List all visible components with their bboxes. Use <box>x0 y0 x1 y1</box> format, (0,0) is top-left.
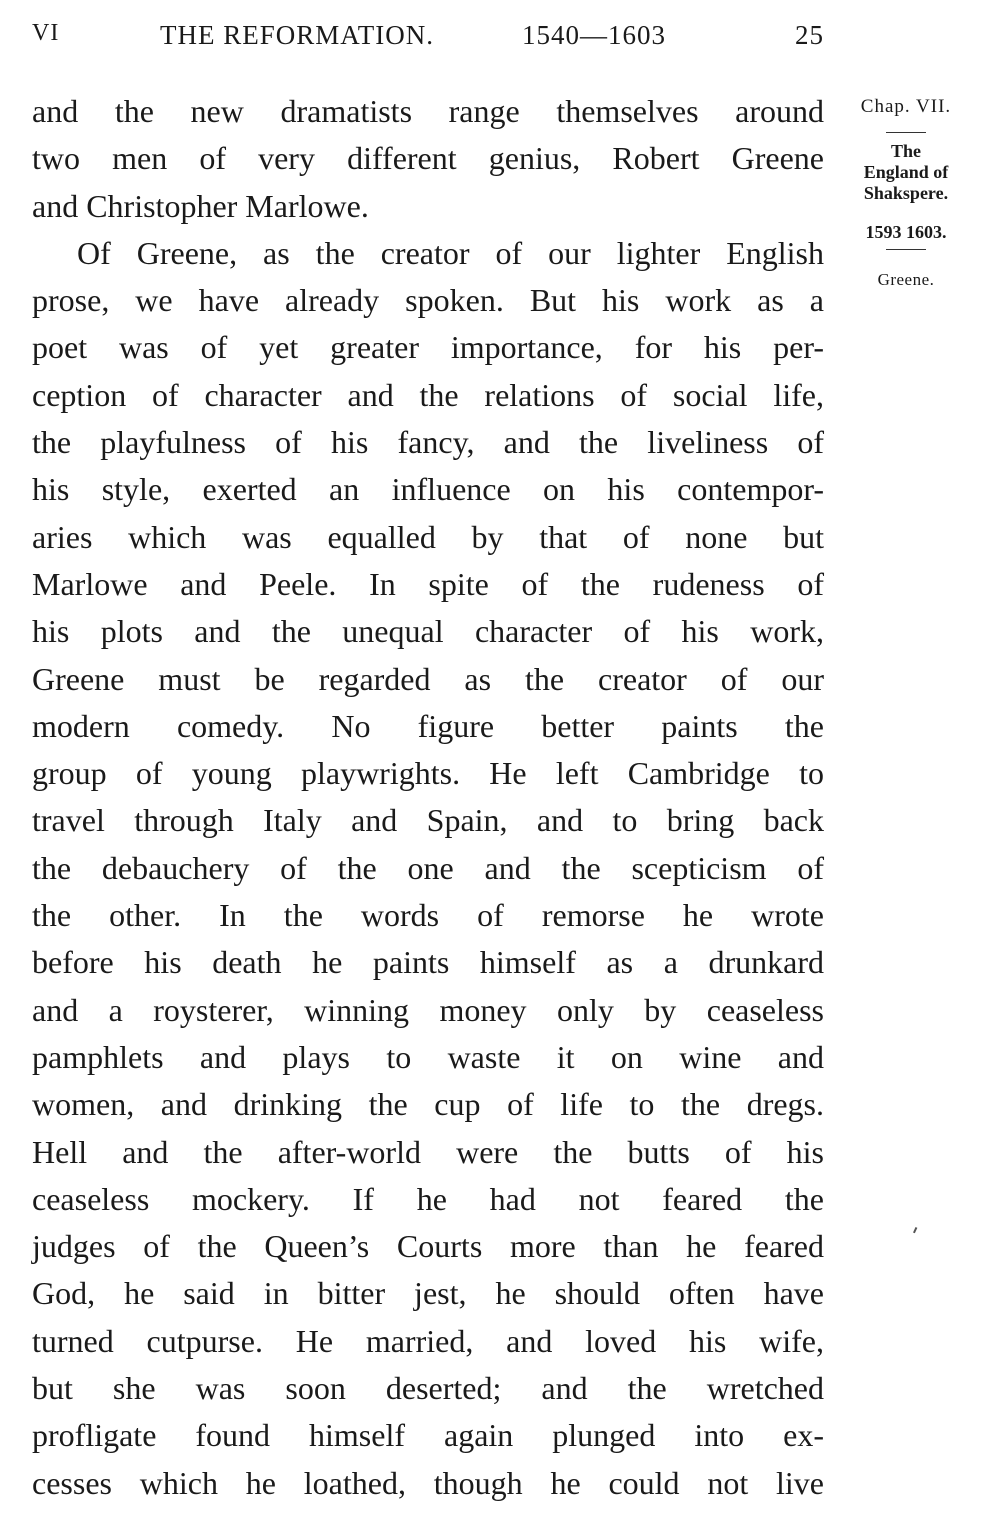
text-line: his plots and the unequal character of his work, <box>32 613 824 650</box>
subject-note-line-3: Shakspere. <box>863 183 949 203</box>
text-line: two men of very different genius, Robert Greene <box>32 140 824 177</box>
main-text-column <box>32 88 824 1507</box>
text-line: travel through Italy and Spain, and to bring back <box>32 802 824 839</box>
text-line: but she was soon deserted; and the wretched <box>32 1370 824 1407</box>
text-line: prose, we have already spoken. But his work as a <box>32 282 824 319</box>
text-line: and Christopher Marlowe. <box>32 187 369 224</box>
text-line: pamphlets and plays to waste it on wine and <box>32 1038 824 1075</box>
text-line: judges of the Queen’s Courts more than he feared <box>32 1228 824 1265</box>
margin-notes <box>836 96 976 290</box>
text-line: modern comedy. No figure better paints the <box>32 707 824 744</box>
text-line: the playfulness of his fancy, and the liveliness of <box>32 424 824 461</box>
header-years: 1540—1603 <box>522 20 666 50</box>
text-line: aries which was equalled by that of none but <box>32 518 824 555</box>
text-line: ceaseless mockery. If he had not feared the <box>32 1180 824 1217</box>
text-line: Hell and the after-world were the butts of his <box>32 1133 824 1170</box>
text-line: profligate found himself again plunged into ex- <box>32 1417 824 1454</box>
text-line: turned cutpurse. He married, and loved his wife, <box>32 1322 824 1359</box>
page-number: 25 <box>795 20 824 50</box>
running-header <box>32 20 824 60</box>
text-line: Greene must be regarded as the creator of our <box>32 660 824 697</box>
text-line: his style, exerted an influence on his contempor- <box>32 471 824 508</box>
text-line: Of Greene, as the creator of our lighter English <box>77 234 824 271</box>
text-line: Marlowe and Peele. In spite of the rudeness of <box>32 565 824 602</box>
text-line: and the new dramatists range themselves around <box>32 93 824 129</box>
header-title: THE REFORMATION. <box>160 20 435 50</box>
text-line: women, and drinking the cup of life to the dregs. <box>32 1086 824 1123</box>
margin-rule <box>886 132 926 133</box>
subject-note-line-2: England of <box>863 162 949 182</box>
subject-note-line-1: The <box>890 141 921 161</box>
text-line: God, he said in bitter jest, he should often have <box>32 1275 824 1312</box>
header-section-number: VI <box>32 20 60 46</box>
chapter-label: Chap. VII. <box>860 96 952 117</box>
text-line: the other. In the words of remorse he wrote <box>32 897 824 934</box>
years-note: 1593 1603. <box>865 222 947 242</box>
text-line: cesses which he loathed, though he could not live <box>32 1464 824 1501</box>
margin-rule <box>886 249 926 250</box>
topic-note: Greene. <box>877 270 935 289</box>
text-line: the debauchery of the one and the scepticism of <box>32 849 824 886</box>
text-line: ception of character and the relations of social life, <box>32 376 824 413</box>
text-line: and a roysterer, winning money only by ceaseless <box>32 991 824 1028</box>
text-line: before his death he paints himself as a drunkard <box>32 944 824 981</box>
print-speck <box>913 1227 921 1235</box>
text-line: group of young playwrights. He left Cambridge to <box>32 755 824 792</box>
text-line: poet was of yet greater importance, for his per- <box>32 329 824 366</box>
